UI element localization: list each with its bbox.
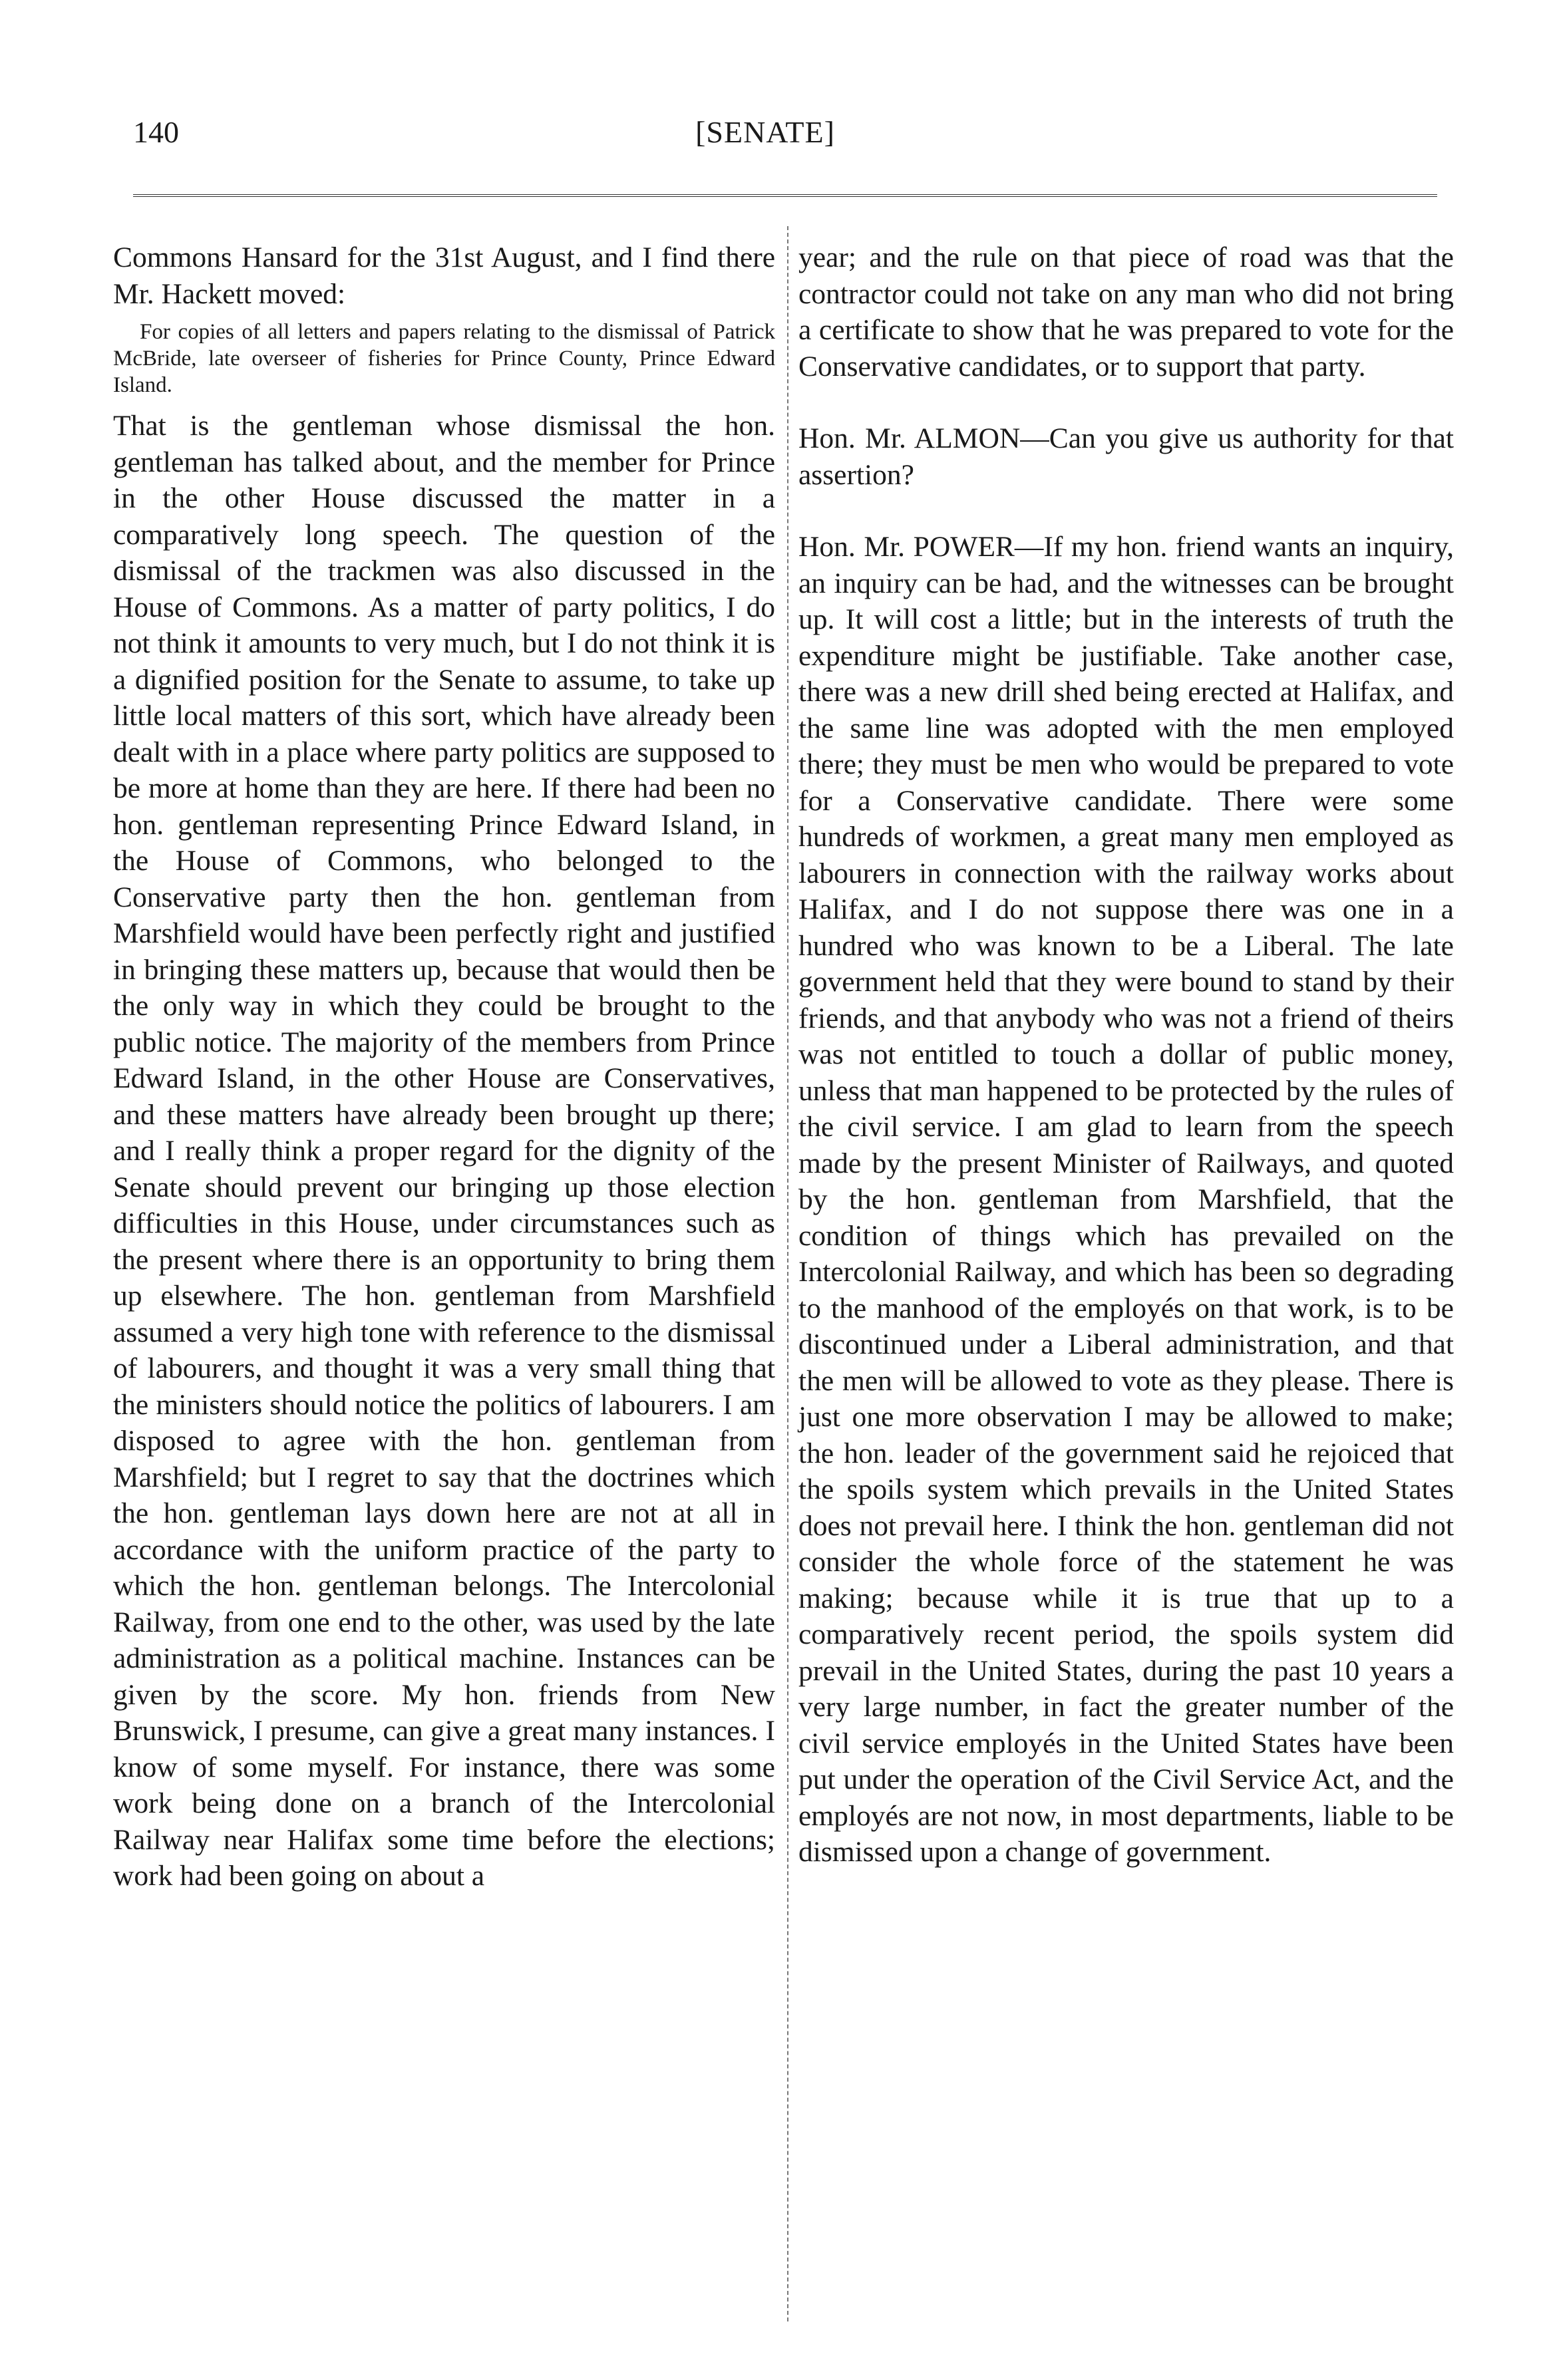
column-divider [787, 226, 788, 2321]
right-paragraph-1: year; and the rule on that piece of road was that the contractor could not take on any man who did not bring a certificate to show that he was prepared to vote for the Conservative candidates, or to support that party. [798, 241, 1454, 382]
motion-quote: For copies of all letters and papers relating to the dismissal of Patrick McBride, late overseer of fisheries for Prince County, Prince Edward Island. [113, 320, 775, 397]
left-paragraph-1: Commons Hansard for the 31st August, and I find there Mr. Hackett moved: [113, 241, 775, 310]
right-column [798, 239, 1454, 1870]
left-paragraph-2: That is the gentleman whose dismissal the hon. gentleman has talked about, and the member for Prince in the other House discussed the matter in a comparatively long speech. The question of the dismissal of the trackmen was also discussed in the House of Commons. As a matter of party politics, I do not think it amounts to very much, but I do not think it is a dignified position for the Senate to assume, to take up little local matters of this sort, which have already been dealt with in a place where party politics are supposed to be more at home than they are here. If there had been no hon. gentleman representing Prince Edward Island, in the House of Commons, who belonged to the Conservative party then the hon. gentleman from Marshfield would have been perfectly right and justified in bringing these matters up, because that would then be the only way in which they could be brought to the public notice. The majority of the members from Prince Edward Island, in the other House are Conservatives, and these matters have already been brought up there; and I really think a proper regard for the dignity of the Senate should prevent our bringing up those election difficulties in this House, under circumstances such as the present where there is an opportunity to bring them up elsewhere. The hon. gentleman from Marshfield assumed a very high tone with reference to the dismissal of labourers, and thought it was a very small thing that the ministers should notice the politics of labourers. I am disposed to agree with the hon. gentleman from Marshfield; but I regret to say that the doctrines which the hon. gentleman lays down here are not at all in accordance with the uniform practice of the party to which the hon. gentleman belongs. The Intercolonial Railway, from one end to the other, was used by the late administration as a political machine. Instances can be given by the score. My hon. friends from New Brunswick, I presume, can give a great many instances. I know of some myself. For instance, there was some work being done on a branch of the Intercolonial Railway near Halifax some time before the elections; work had been going on about a [113, 410, 775, 1892]
running-head: [SENATE] [695, 115, 835, 149]
header-rule [133, 194, 1437, 197]
power-speech: Hon. Mr. POWER—If my hon. friend wants an inquiry, an inquiry can be had, and the witnesses can be brought up. It will cost a little; but in the interests of truth the expenditure might be justifiable. Take another case, there was a new drill shed being erected at Halifax, and the same line was adopted with the men employed there; they must be men who would be prepared to vote for a Conservative candidate. There were some hundreds of workmen, a great many men employed as labourers in connection with the railway works about Halifax, and I do not suppose there was one in a hundred who was known to be a Liberal. The late government held that they were bound to stand by their friends, and that anybody who was not a friend of theirs was not entitled to touch a dollar of public money, unless that man happened to be protected by the rules of the civil service. I am glad to learn from the speech made by the present Minister of Railways, and quoted by the hon. gentleman from Marshfield, that the condition of things which has prevailed on the Intercolonial Railway, and which has been so degrading to the manhood of the employés on that work, is to be discontinued under a Liberal administration, and that the men will be allowed to vote as they please. There is just one more observation I may be allowed to make; the hon. leader of the government said he rejoiced that the spoils system which prevails in the United States does not prevail here. I think the hon. gentleman did not consider the whole force of the statement he was making; because while it is true that up to a comparatively recent period, the spoils system did prevail in the United States, during the past 10 years a very large number, in fact the greater number of the civil service employés in the United States have been put under the operation of the Civil Service Act, and the employés are not now, in most departments, liable to be dismissed upon a change of government. [798, 531, 1454, 1868]
almon-remark: Hon. Mr. ALMON—Can you give us authority for that assertion? [798, 422, 1454, 491]
spacer [798, 384, 1454, 420]
page-header [100, 114, 1431, 161]
spacer [798, 493, 1454, 529]
page-number: 140 [133, 115, 179, 149]
left-column [113, 239, 775, 1894]
